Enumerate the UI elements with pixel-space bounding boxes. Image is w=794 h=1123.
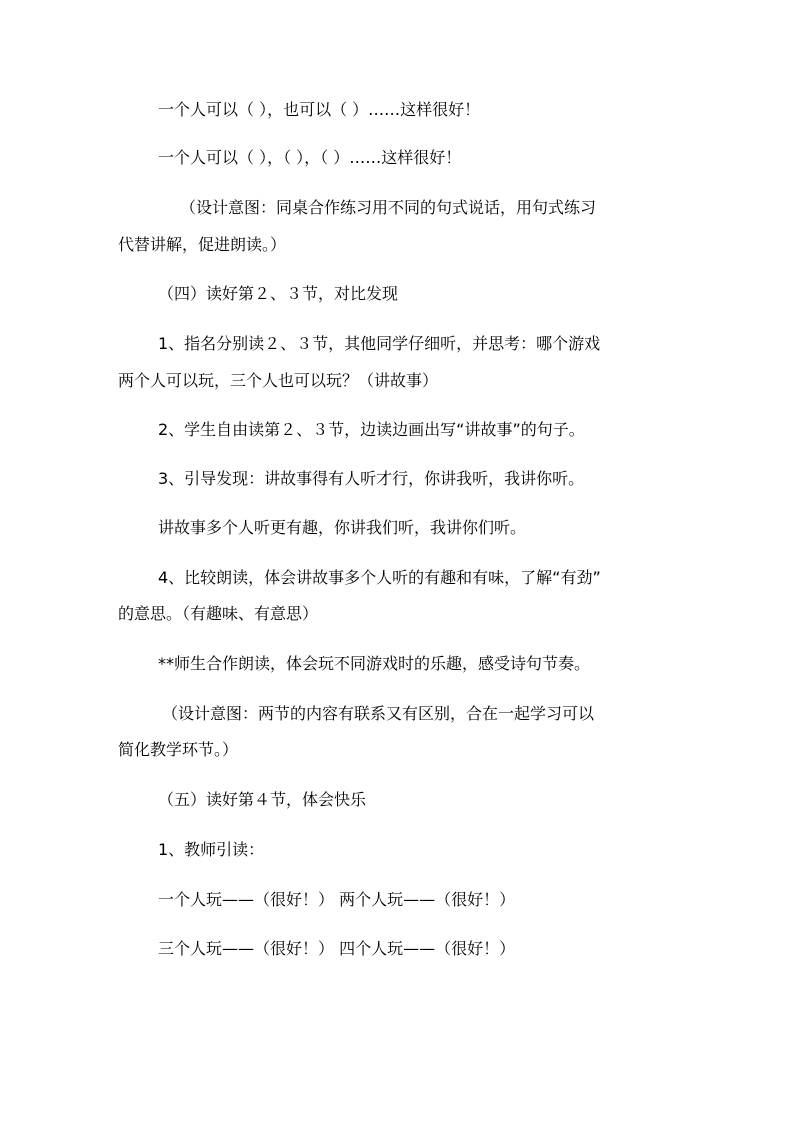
section-heading: （四）读好第２、３节，对比发现 [158, 284, 399, 303]
text-line: 简化教学环节。） [118, 740, 239, 759]
text-line: 2、学生自由读第２、３节，边读边画出写“讲故事”的句子。 [158, 420, 585, 439]
text-line: 一个人可以（ ），也可以（ ）……这样很好！ [158, 100, 481, 119]
section-heading: （五）读好第４节，体会快乐 [158, 790, 367, 809]
text-line: 的意思。（有趣味、有意思） [118, 604, 319, 623]
text-line: 一个人可以（ ），（ ），（ ）……这样很好！ [158, 148, 462, 167]
text-line: 两个人可以玩，三个人也可以玩？（讲故事） [118, 371, 439, 390]
text-line: 1、教师引读： [158, 840, 265, 859]
text-line: （设计意图：同桌合作练习用不同的句式说话，用句式练习 [180, 198, 597, 217]
text-line: 3、引导发现：讲故事得有人听才行，你讲我听，我讲你听。 [158, 469, 585, 488]
text-line: 4、比较朗读，体会讲故事多个人听的有趣和有味，了解“有劲” [158, 568, 601, 587]
text-line: 三个人玩——（很好！） 四个人玩——（很好！） [158, 939, 516, 958]
text-line: 一个人玩——（很好！） 两个人玩——（很好！） [158, 890, 516, 909]
text-line: 讲故事多个人听更有趣，你讲我们听，我讲你们听。 [158, 518, 527, 537]
text-line: **师生合作朗读，体会玩不同游戏时的乐趣，感受诗句节奏。 [158, 654, 591, 673]
text-line: 代替讲解，促进朗读。） [118, 235, 287, 254]
text-line: （设计意图：两节的内容有联系又有区别，合在一起学习可以 [162, 704, 595, 723]
text-line: 1、指名分别读２、３节，其他同学仔细听，并思考：哪个游戏 [158, 334, 601, 353]
